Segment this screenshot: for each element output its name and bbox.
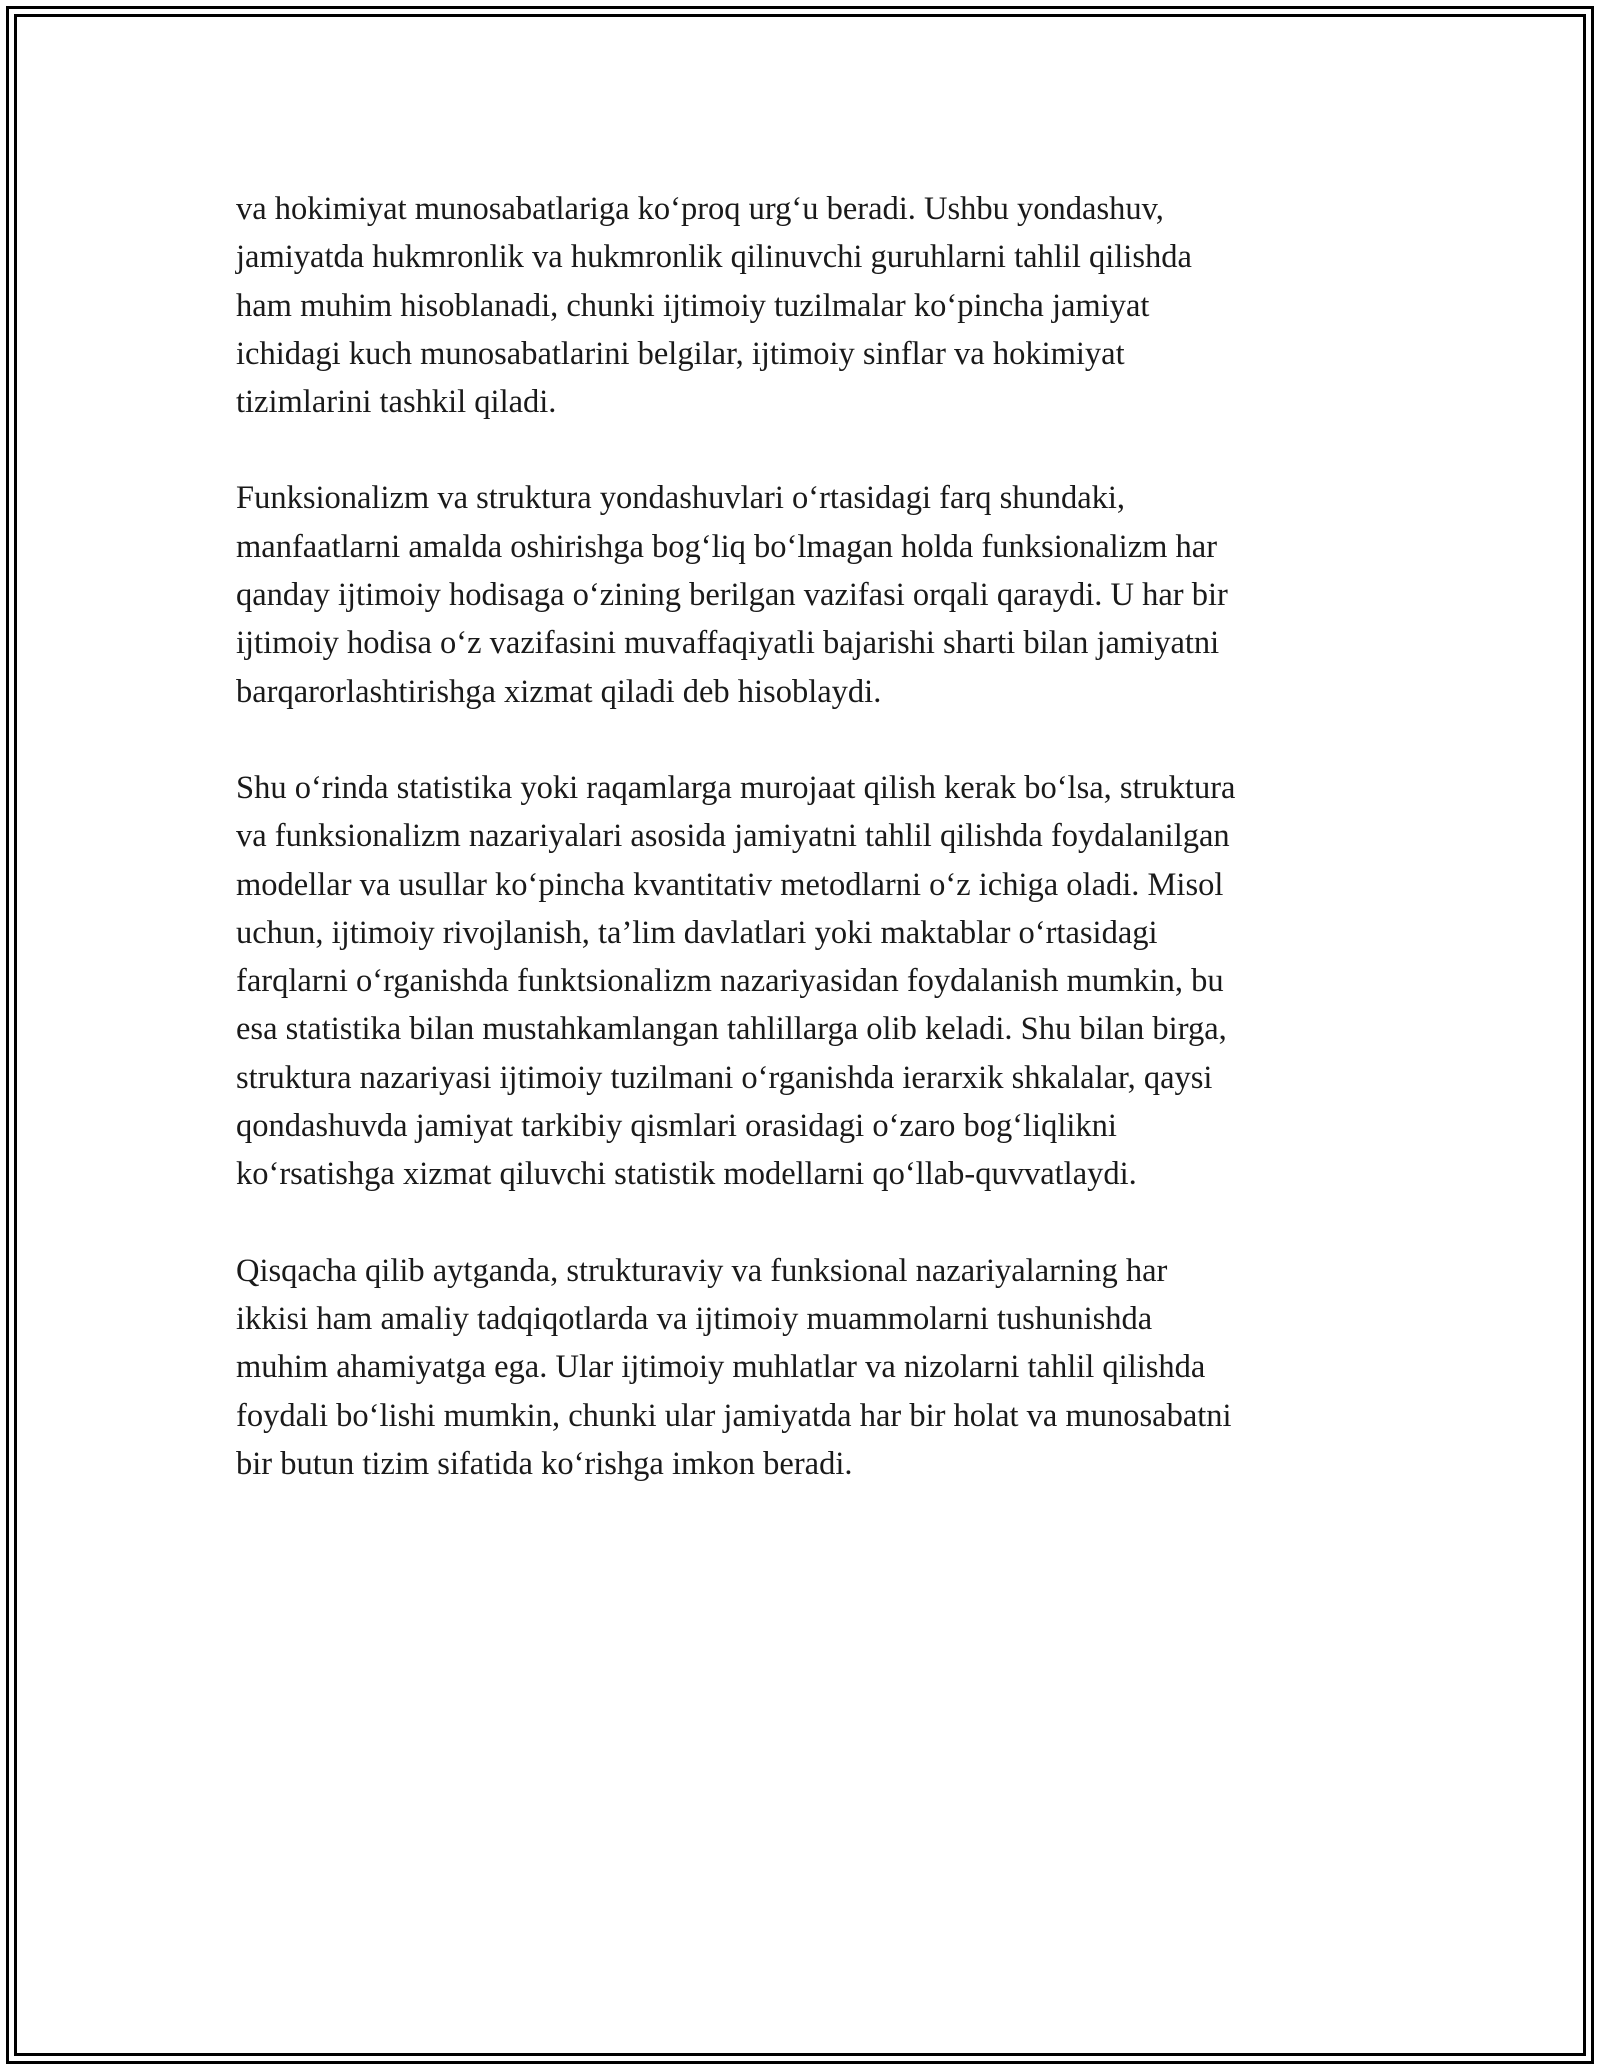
text-line: farqlarni o‘rganishda funktsionalizm nazariyasidan foydalanish mumkin, bu: [236, 963, 1224, 1000]
text-line: qondashuvda jamiyat tarkibiy qismlari orasidagi o‘zaro bog‘liqlikni: [236, 1108, 1117, 1145]
text-line: manfaatlarni amalda oshirishga bog‘liq bo‘lmagan holda funksionalizm har: [236, 528, 1218, 565]
text-line: qanday ijtimoiy hodisaga o‘zining berilgan vazifasi orqali qaraydi. U har bir: [236, 577, 1228, 614]
text-line: ikkisi ham amaliy tadqiqotlarda va ijtimoiy muammolarni tushunishda: [236, 1300, 1153, 1337]
text-line: Shu o‘rinda statistika yoki raqamlarga murojaat qilish kerak bo‘lsa, struktura: [236, 769, 1236, 806]
text-line: barqarorlashtirishga xizmat qiladi deb hisoblaydi.: [236, 673, 882, 710]
text-line: ham muhim hisoblanadi, chunki ijtimoiy tuzilmalar ko‘pincha jamiyat: [236, 287, 1150, 324]
text-line: modellar va usullar ko‘pincha kvantitativ metodlarni o‘z ichiga oladi. Misol: [236, 866, 1224, 903]
text-line: Funksionalizm va struktura yondashuvlari o‘rtasidagi farq shundaki,: [236, 480, 1126, 517]
paragraph-1: [236, 185, 1396, 426]
text-line: uchun, ijtimoiy rivojlanish, ta’lim davlatlari yoki maktablar o‘rtasidagi: [236, 914, 1158, 951]
text-line: va hokimiyat munosabatlariga ko‘proq urg‘u beradi. Ushbu yondashuv,: [236, 191, 1164, 227]
text-line: muhim ahamiyatga ega. Ular ijtimoiy muhlatlar va nizolarni tahlil qilishda: [236, 1349, 1206, 1386]
text-line: bir butun tizim sifatida ko‘rishga imkon beradi.: [236, 1445, 853, 1482]
text-line: esa statistika bilan mustahkamlangan tahlillarga olib keladi. Shu bilan birga,: [236, 1011, 1227, 1048]
paragraph-4: [236, 1247, 1396, 1488]
text-line: va funksionalizm nazariyalari asosida jamiyatni tahlil qilishda foydalanilgan: [236, 818, 1230, 855]
paragraph-2: [236, 474, 1396, 715]
text-line: jamiyatda hukmronlik va hukmronlik qilinuvchi guruhlarni tahlil qilishda: [236, 239, 1192, 276]
text-line: struktura nazariyasi ijtimoiy tuzilmani o‘rganishda ierarxik shkalalar, qaysi: [236, 1059, 1213, 1096]
text-line: ichidagi kuch munosabatlarini belgilar, ijtimoiy sinflar va hokimiyat: [236, 335, 1125, 372]
text-line: Qisqacha qilib aytganda, strukturaviy va funksional nazariyalarning har: [236, 1252, 1168, 1289]
text-line: ko‘rsatishga xizmat qiluvchi statistik modellarni qo‘llab-quvvatlaydi.: [236, 1156, 1137, 1193]
text-line: ijtimoiy hodisa o‘z vazifasini muvaffaqiyatli bajarishi sharti bilan jamiyatni: [236, 625, 1220, 662]
text-line: foydali bo‘lishi mumkin, chunki ular jamiyatda har bir holat va munosabatni: [236, 1397, 1232, 1434]
text-line: tizimlarini tashkil qiladi.: [236, 384, 557, 421]
document-body: [236, 185, 1396, 1536]
paragraph-3: [236, 764, 1396, 1199]
